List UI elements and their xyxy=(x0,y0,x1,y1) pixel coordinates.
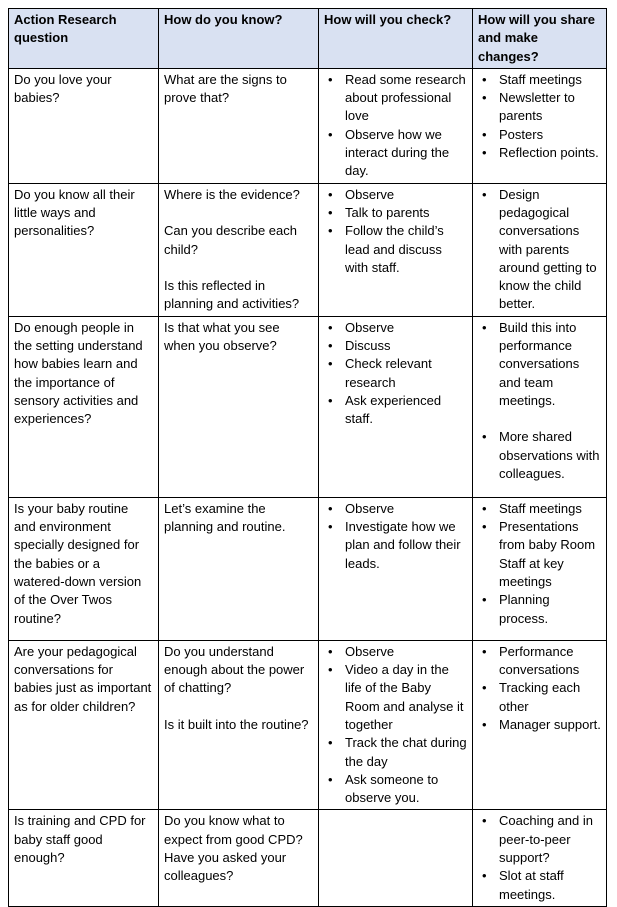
check-item: • Track the chat during the day xyxy=(324,734,467,771)
check-item: • Observe xyxy=(324,500,467,518)
share-item: • Newsletter to parents xyxy=(478,89,601,126)
check-item: • Read some research about professional love xyxy=(324,71,467,126)
share-item: • Build this into performance conversations and team meetings. xyxy=(478,319,601,410)
how-check-cell xyxy=(319,316,473,497)
question-cell: Do enough people in the setting understand how babies learn and the importance of sensory activities and experiences? xyxy=(9,316,159,497)
table-row xyxy=(9,68,607,183)
share-item: • Slot at staff meetings. xyxy=(478,867,601,904)
how-know-cell: What are the signs to prove that? xyxy=(159,68,319,183)
check-item: • Talk to parents xyxy=(324,204,467,222)
question-cell: Is training and CPD for baby staff good enough? xyxy=(9,810,159,906)
share-cell xyxy=(473,183,607,316)
share-item: • Staff meetings xyxy=(478,71,601,89)
question-cell: Are your pedagogical conversations for babies just as important as for older children? xyxy=(9,640,159,810)
header-how-will-you-share: How will you share and make changes? xyxy=(473,9,607,69)
table-row xyxy=(9,810,607,906)
how-check-cell xyxy=(319,183,473,316)
table-row xyxy=(9,316,607,497)
check-item: • Ask someone to observe you. xyxy=(324,771,467,808)
share-cell xyxy=(473,316,607,497)
how-know-cell: Do you understand enough about the power of chatting? Is it built into the routine? xyxy=(159,640,319,810)
table-row xyxy=(9,640,607,810)
how-know-cell: Is that what you see when you observe? xyxy=(159,316,319,497)
check-item: • Observe xyxy=(324,643,467,661)
share-item: • Performance conversations xyxy=(478,643,601,680)
question-cell: Do you know all their little ways and personalities? xyxy=(9,183,159,316)
how-check-cell xyxy=(319,810,473,906)
header-how-do-you-know: How do you know? xyxy=(159,9,319,69)
question-cell: Do you love your babies? xyxy=(9,68,159,183)
share-cell xyxy=(473,810,607,906)
share-item: • Coaching and in peer-to-peer support? xyxy=(478,812,601,867)
share-item: • Manager support. xyxy=(478,716,601,734)
share-cell xyxy=(473,640,607,810)
share-item: • Design pedagogical conversations with parents around getting to know the child better. xyxy=(478,186,601,314)
how-check-cell xyxy=(319,497,473,640)
table-row xyxy=(9,497,607,640)
check-item: • Discuss xyxy=(324,337,467,355)
check-item: • Observe xyxy=(324,186,467,204)
share-item: • Staff meetings xyxy=(478,500,601,518)
how-know-cell: Let’s examine the planning and routine. xyxy=(159,497,319,640)
check-item: • Investigate how we plan and follow their leads. xyxy=(324,518,467,573)
share-item: • Reflection points. xyxy=(478,144,601,162)
header-how-will-you-check: How will you check? xyxy=(319,9,473,69)
action-research-table xyxy=(8,8,607,907)
header-row xyxy=(9,9,607,69)
table-row xyxy=(9,183,607,316)
check-item: • Observe xyxy=(324,319,467,337)
share-item: • More shared observations with colleagues. xyxy=(478,428,601,483)
share-item: • Tracking each other xyxy=(478,679,601,716)
share-item: • Planning process. xyxy=(478,591,601,628)
check-item: • Video a day in the life of the Baby Room and analyse it together xyxy=(324,661,467,734)
check-item: • Follow the child’s lead and discuss with staff. xyxy=(324,222,467,277)
share-cell xyxy=(473,497,607,640)
how-know-cell: Where is the evidence? Can you describe each child? Is this reflected in planning and activities? xyxy=(159,183,319,316)
header-action-research-question: Action Research question xyxy=(9,9,159,69)
how-know-cell: Do you know what to expect from good CPD? Have you asked your colleagues? xyxy=(159,810,319,906)
share-item: • Presentations from baby Room Staff at key meetings xyxy=(478,518,601,591)
share-cell xyxy=(473,68,607,183)
share-item: • Posters xyxy=(478,126,601,144)
check-item: • Ask experienced staff. xyxy=(324,392,467,429)
question-cell: Is your baby routine and environment specially designed for the babies or a watered-down version of the Over Twos routine? xyxy=(9,497,159,640)
how-check-cell xyxy=(319,68,473,183)
how-check-cell xyxy=(319,640,473,810)
check-item: • Check relevant research xyxy=(324,355,467,392)
check-item: • Observe how we interact during the day. xyxy=(324,126,467,181)
